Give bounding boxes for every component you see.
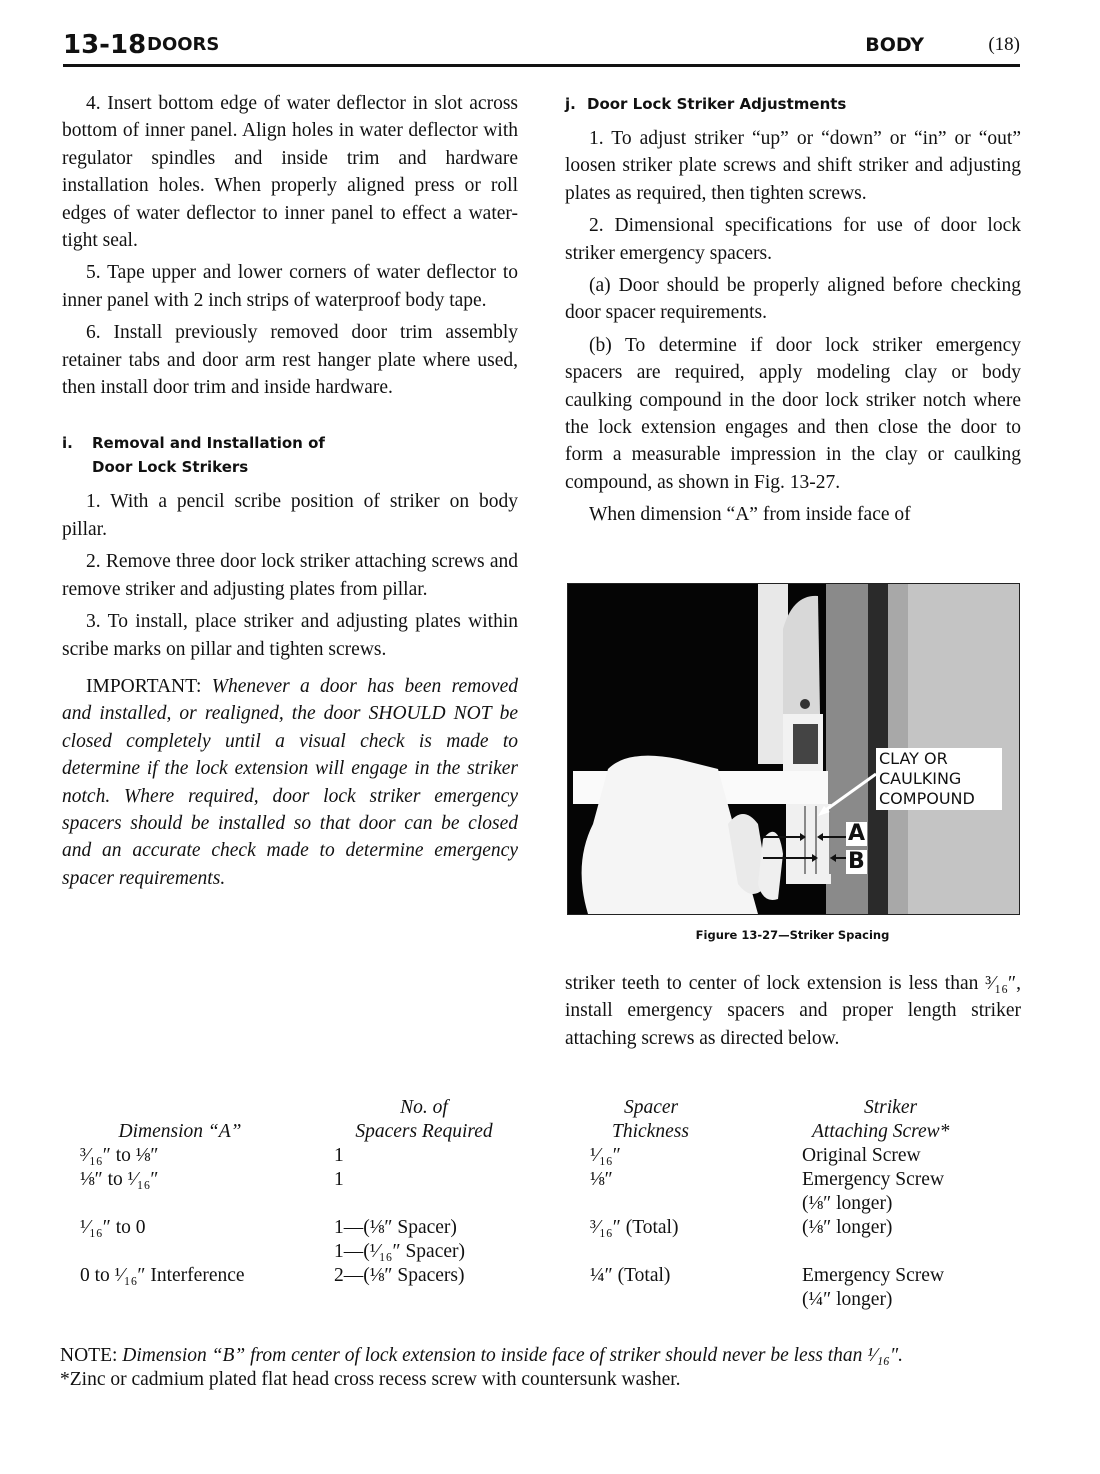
section-title: DOORS <box>147 34 220 55</box>
header-dimension: Dimension “A” <box>118 1121 242 1142</box>
left-column <box>62 90 518 897</box>
dimension-b-label: B <box>848 849 865 874</box>
header-screw: Striker Attaching Screw* <box>812 1097 950 1142</box>
screw-footnote: *Zinc or cadmium plated flat head cross recess screw with countersunk washer. <box>60 1369 681 1390</box>
section-i-letter: i. <box>62 434 73 453</box>
step-5-paragraph: 5. Tape upper and lower corners of water deflector to inner panel with 2 inch strips of waterproof body tape. <box>62 262 518 311</box>
important-label: IMPORTANT: <box>86 675 202 697</box>
section-j-letter: j. <box>565 95 576 113</box>
dimension-a-label: A <box>848 821 866 846</box>
chapter-label: BODY <box>865 34 924 56</box>
adjust-step-1: 1. To adjust striker “up” or “down” or “in” or “out” loosen striker plate screws and shift striker and adjusting plates as required, then tighten screws. <box>565 128 1021 204</box>
section-j-heading <box>565 92 1021 116</box>
figure-caption: Figure 13-27—Striker Spacing <box>695 928 890 942</box>
adjust-step-2a: (a) Door should be properly aligned before checking door spacer requirements. <box>565 275 1021 324</box>
section-i-heading <box>62 431 518 479</box>
notes-block <box>60 1344 1022 1392</box>
section-i-title-line2: Door Lock Strikers <box>92 458 249 477</box>
header-spacers: No. of Spacers Required <box>355 1097 493 1142</box>
page-header <box>63 30 1020 67</box>
col-screw: Striker Attaching Screw* Original Screw Emergency Screw (⅛″ longer) (⅛″ longer) Emergency Screw (¼″ longer) <box>802 1096 1022 1312</box>
adjust-step-2: 2. Dimensional specifications for use of door lock striker emergency spacers. <box>565 215 1021 264</box>
clay-callout: CLAY OR CAULKING COMPOUND <box>876 748 1002 810</box>
adjust-step-2b: (b) To determine if door lock striker emergency spacers are required, apply modeling clay or body caulking compound in the door lock striker notch where the lock extension engages and then close the door to form a measurable impression in the clay or caulking compound, as shown in Fig. 13-27. <box>565 334 1021 493</box>
continuation-paragraph: striker teeth to center of lock extension is less than ³⁄₁₆″, install emergency spacers and proper length striker attaching screws as directed below. <box>565 973 1021 1049</box>
note-label: NOTE: <box>60 1345 118 1366</box>
important-emphasis: SHOULD NOT <box>368 703 492 725</box>
note-dimension-b <box>60 1344 1022 1368</box>
section-number: 13-18 <box>63 30 147 60</box>
dimension-a-intro: When dimension “A” from inside face of <box>589 504 911 526</box>
section-i-title-line1: Removal and Installation of <box>92 434 325 453</box>
important-paragraph: IMPORTANT: Whenever a door has been removed and installed, or realigned, the door SHOULD NOT be closed completely until a visual check is made to determine if the lock extension will engage in the striker notch. Where required, door lock striker emergency spacers should be installed so that door can be closed and an accurate check made to determine emergency spacer requirements. <box>62 675 519 889</box>
col-thickness: Spacer Thickness ¹⁄₁₆″ ⅛″ ³⁄₁₆″ (Total) ¼″ (Total) <box>590 1096 730 1288</box>
striker-step-2: 2. Remove three door lock striker attaching screws and remove striker and adjusting plates from pillar. <box>62 551 518 600</box>
page-number: (18) <box>988 34 1020 55</box>
col-spacers: No. of Spacers Required 1 1 1—(⅛″ Spacer) 1—(¹⁄₁₆″ Spacer) 2—(⅛″ Spacers) <box>334 1096 514 1288</box>
header-thickness: Spacer Thickness <box>612 1097 689 1142</box>
step-4-paragraph: 4. Insert bottom edge of water deflector in slot across bottom of inner panel. Align holes in water deflector with regulator spindles and inside trim and hardware installation holes. When properly aligned press or roll edges of water deflector to inner panel to effect a water-tight seal. <box>62 93 518 252</box>
continuation-block <box>565 970 1021 1057</box>
col-dimension: Dimension “A” ³⁄₁₆″ to ⅛″ ⅛″ to ¹⁄₁₆″ ¹⁄₁₆″ to 0 0 to ¹⁄₁₆″ Interference <box>80 1096 280 1288</box>
striker-step-3: 3. To install, place striker and adjusting plates within scribe marks on pillar and tighten screws. <box>62 611 518 660</box>
striker-step-1: 1. With a pencil scribe position of striker on body pillar. <box>62 491 518 540</box>
step-6-paragraph: 6. Install previously removed door trim assembly retainer tabs and door arm rest hanger plate where used, then install door trim and inside hardware. <box>62 322 518 399</box>
note-text: Dimension “B” from center of lock extension to inside face of striker should never be less than ¹⁄₁₆″. <box>122 1345 903 1366</box>
right-column <box>565 92 1021 534</box>
section-j-title: Door Lock Striker Adjustments <box>587 95 847 113</box>
